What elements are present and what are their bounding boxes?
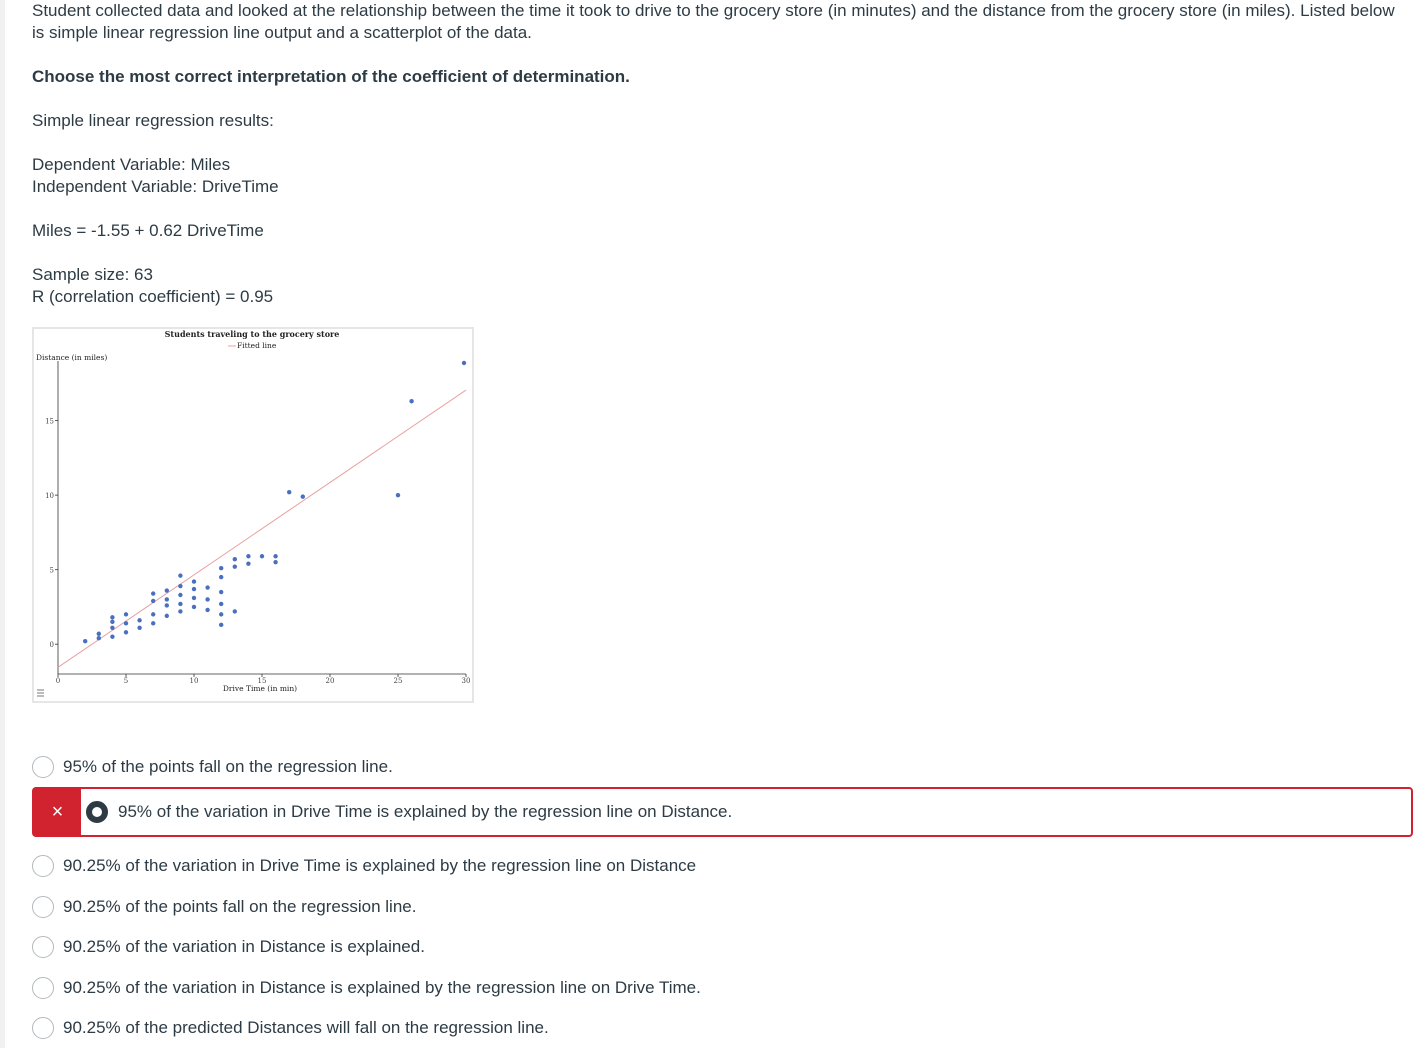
data-point xyxy=(110,620,114,624)
x-tick-label: 20 xyxy=(325,677,335,685)
data-point xyxy=(192,605,196,609)
data-point xyxy=(97,632,101,636)
data-point xyxy=(205,585,209,589)
y-tick-label: 5 xyxy=(49,566,54,575)
data-point xyxy=(192,596,196,600)
correlation-value: R (correlation coefficient) = 0.95 xyxy=(32,287,274,306)
answer-label: 90.25% of the points fall on the regression line. xyxy=(63,897,417,916)
data-point xyxy=(219,623,223,627)
independent-variable: Independent Variable: DriveTime xyxy=(32,177,279,196)
x-tick-label: 30 xyxy=(461,677,471,685)
y-tick-label: 10 xyxy=(45,492,54,501)
data-point xyxy=(301,494,305,498)
answer-label: 90.25% of the variation in Drive Time is explained by the regression line on Distance xyxy=(63,856,697,875)
data-point xyxy=(396,493,400,497)
answer-label: 95% of the variation in Drive Time is explained by the regression line on Distance. xyxy=(118,802,733,821)
data-point xyxy=(165,614,169,618)
data-point xyxy=(178,593,182,597)
data-point xyxy=(165,588,169,592)
data-point xyxy=(110,635,114,639)
x-tick-label: 10 xyxy=(189,677,199,685)
dependent-variable: Dependent Variable: Miles xyxy=(32,155,231,174)
data-point xyxy=(97,636,101,640)
scatterplot-figure xyxy=(32,327,474,703)
data-point xyxy=(151,612,155,616)
results-heading: Simple linear regression results: xyxy=(32,111,274,130)
radio-button[interactable] xyxy=(32,936,54,958)
data-point xyxy=(233,564,237,568)
x-tick-label: 25 xyxy=(393,677,403,685)
data-point xyxy=(246,562,250,566)
x-tick-label: 0 xyxy=(55,677,61,685)
answer-option-1[interactable] xyxy=(32,754,393,780)
answer-label: 95% of the points fall on the regression line. xyxy=(63,757,393,776)
answer-label: 90.25% of the variation in Distance is explained. xyxy=(63,937,425,956)
x-tick-label: 15 xyxy=(257,677,267,685)
data-point xyxy=(205,608,209,612)
data-point xyxy=(273,560,277,564)
data-point xyxy=(219,590,223,594)
data-point xyxy=(260,554,264,558)
answer-option-6[interactable] xyxy=(32,975,701,1001)
y-axis-label: Distance (in miles) xyxy=(36,353,108,362)
data-point xyxy=(205,597,209,601)
data-point xyxy=(219,602,223,606)
data-point xyxy=(219,566,223,570)
data-point xyxy=(178,602,182,606)
x-axis-label: Drive Time (in min) xyxy=(222,684,298,693)
answer-option-5[interactable] xyxy=(32,934,425,960)
data-point xyxy=(462,361,466,365)
answer-option-2-selected-incorrect[interactable] xyxy=(32,787,1413,837)
data-point xyxy=(165,597,169,601)
data-point xyxy=(219,575,223,579)
data-point xyxy=(233,557,237,561)
x-tick-label: 5 xyxy=(123,677,129,685)
data-point xyxy=(137,626,141,630)
radio-button[interactable] xyxy=(32,1017,54,1039)
sample-size: Sample size: 63 xyxy=(32,265,153,284)
y-tick-label: 0 xyxy=(49,641,54,650)
data-point xyxy=(233,609,237,613)
question-body xyxy=(32,0,1412,308)
radio-button[interactable] xyxy=(32,977,54,999)
data-point xyxy=(83,639,87,643)
data-point xyxy=(219,612,223,616)
data-point xyxy=(287,490,291,494)
radio-button[interactable] xyxy=(32,855,54,877)
radio-button[interactable] xyxy=(32,756,54,778)
data-point xyxy=(110,615,114,619)
data-point xyxy=(409,399,413,403)
incorrect-x-icon: × xyxy=(34,789,81,835)
radio-button-selected[interactable] xyxy=(86,801,108,823)
chart-title: Students traveling to the grocery store xyxy=(164,329,340,339)
data-point xyxy=(246,554,250,558)
data-point xyxy=(192,579,196,583)
answer-option-7[interactable] xyxy=(32,1015,549,1041)
data-point xyxy=(124,630,128,634)
question-text: Student collected data and looked at the relationship between the time it took to drive to the grocery store (in minutes) and the distance from the grocery store (in miles). Listed below is simple linear regression line output and a scatterplot of the data. xyxy=(32,1,1395,42)
left-gutter xyxy=(0,0,5,1048)
data-point xyxy=(178,584,182,588)
data-point xyxy=(273,554,277,558)
data-point xyxy=(124,621,128,625)
answer-option-3[interactable] xyxy=(32,853,696,879)
data-point xyxy=(151,599,155,603)
data-point xyxy=(192,587,196,591)
data-point xyxy=(137,618,141,622)
scatterplot-chart xyxy=(34,329,472,701)
fitted-regression-line xyxy=(58,390,466,667)
regression-equation: Miles = -1.55 + 0.62 DriveTime xyxy=(32,221,264,240)
answer-label: 90.25% of the variation in Distance is explained by the regression line on Drive Time. xyxy=(63,978,701,997)
answer-option-4[interactable] xyxy=(32,894,416,920)
data-point xyxy=(151,621,155,625)
data-point xyxy=(178,609,182,613)
data-point xyxy=(178,573,182,577)
data-point xyxy=(110,626,114,630)
legend-label: Fitted line xyxy=(237,341,277,350)
y-tick-label: 15 xyxy=(45,417,54,426)
question-prompt: Choose the most correct interpretation of the coefficient of determination. xyxy=(32,67,630,86)
data-point xyxy=(165,603,169,607)
data-point xyxy=(124,612,128,616)
answer-label: 90.25% of the predicted Distances will fall on the regression line. xyxy=(63,1018,549,1037)
radio-button[interactable] xyxy=(32,896,54,918)
data-point xyxy=(151,591,155,595)
